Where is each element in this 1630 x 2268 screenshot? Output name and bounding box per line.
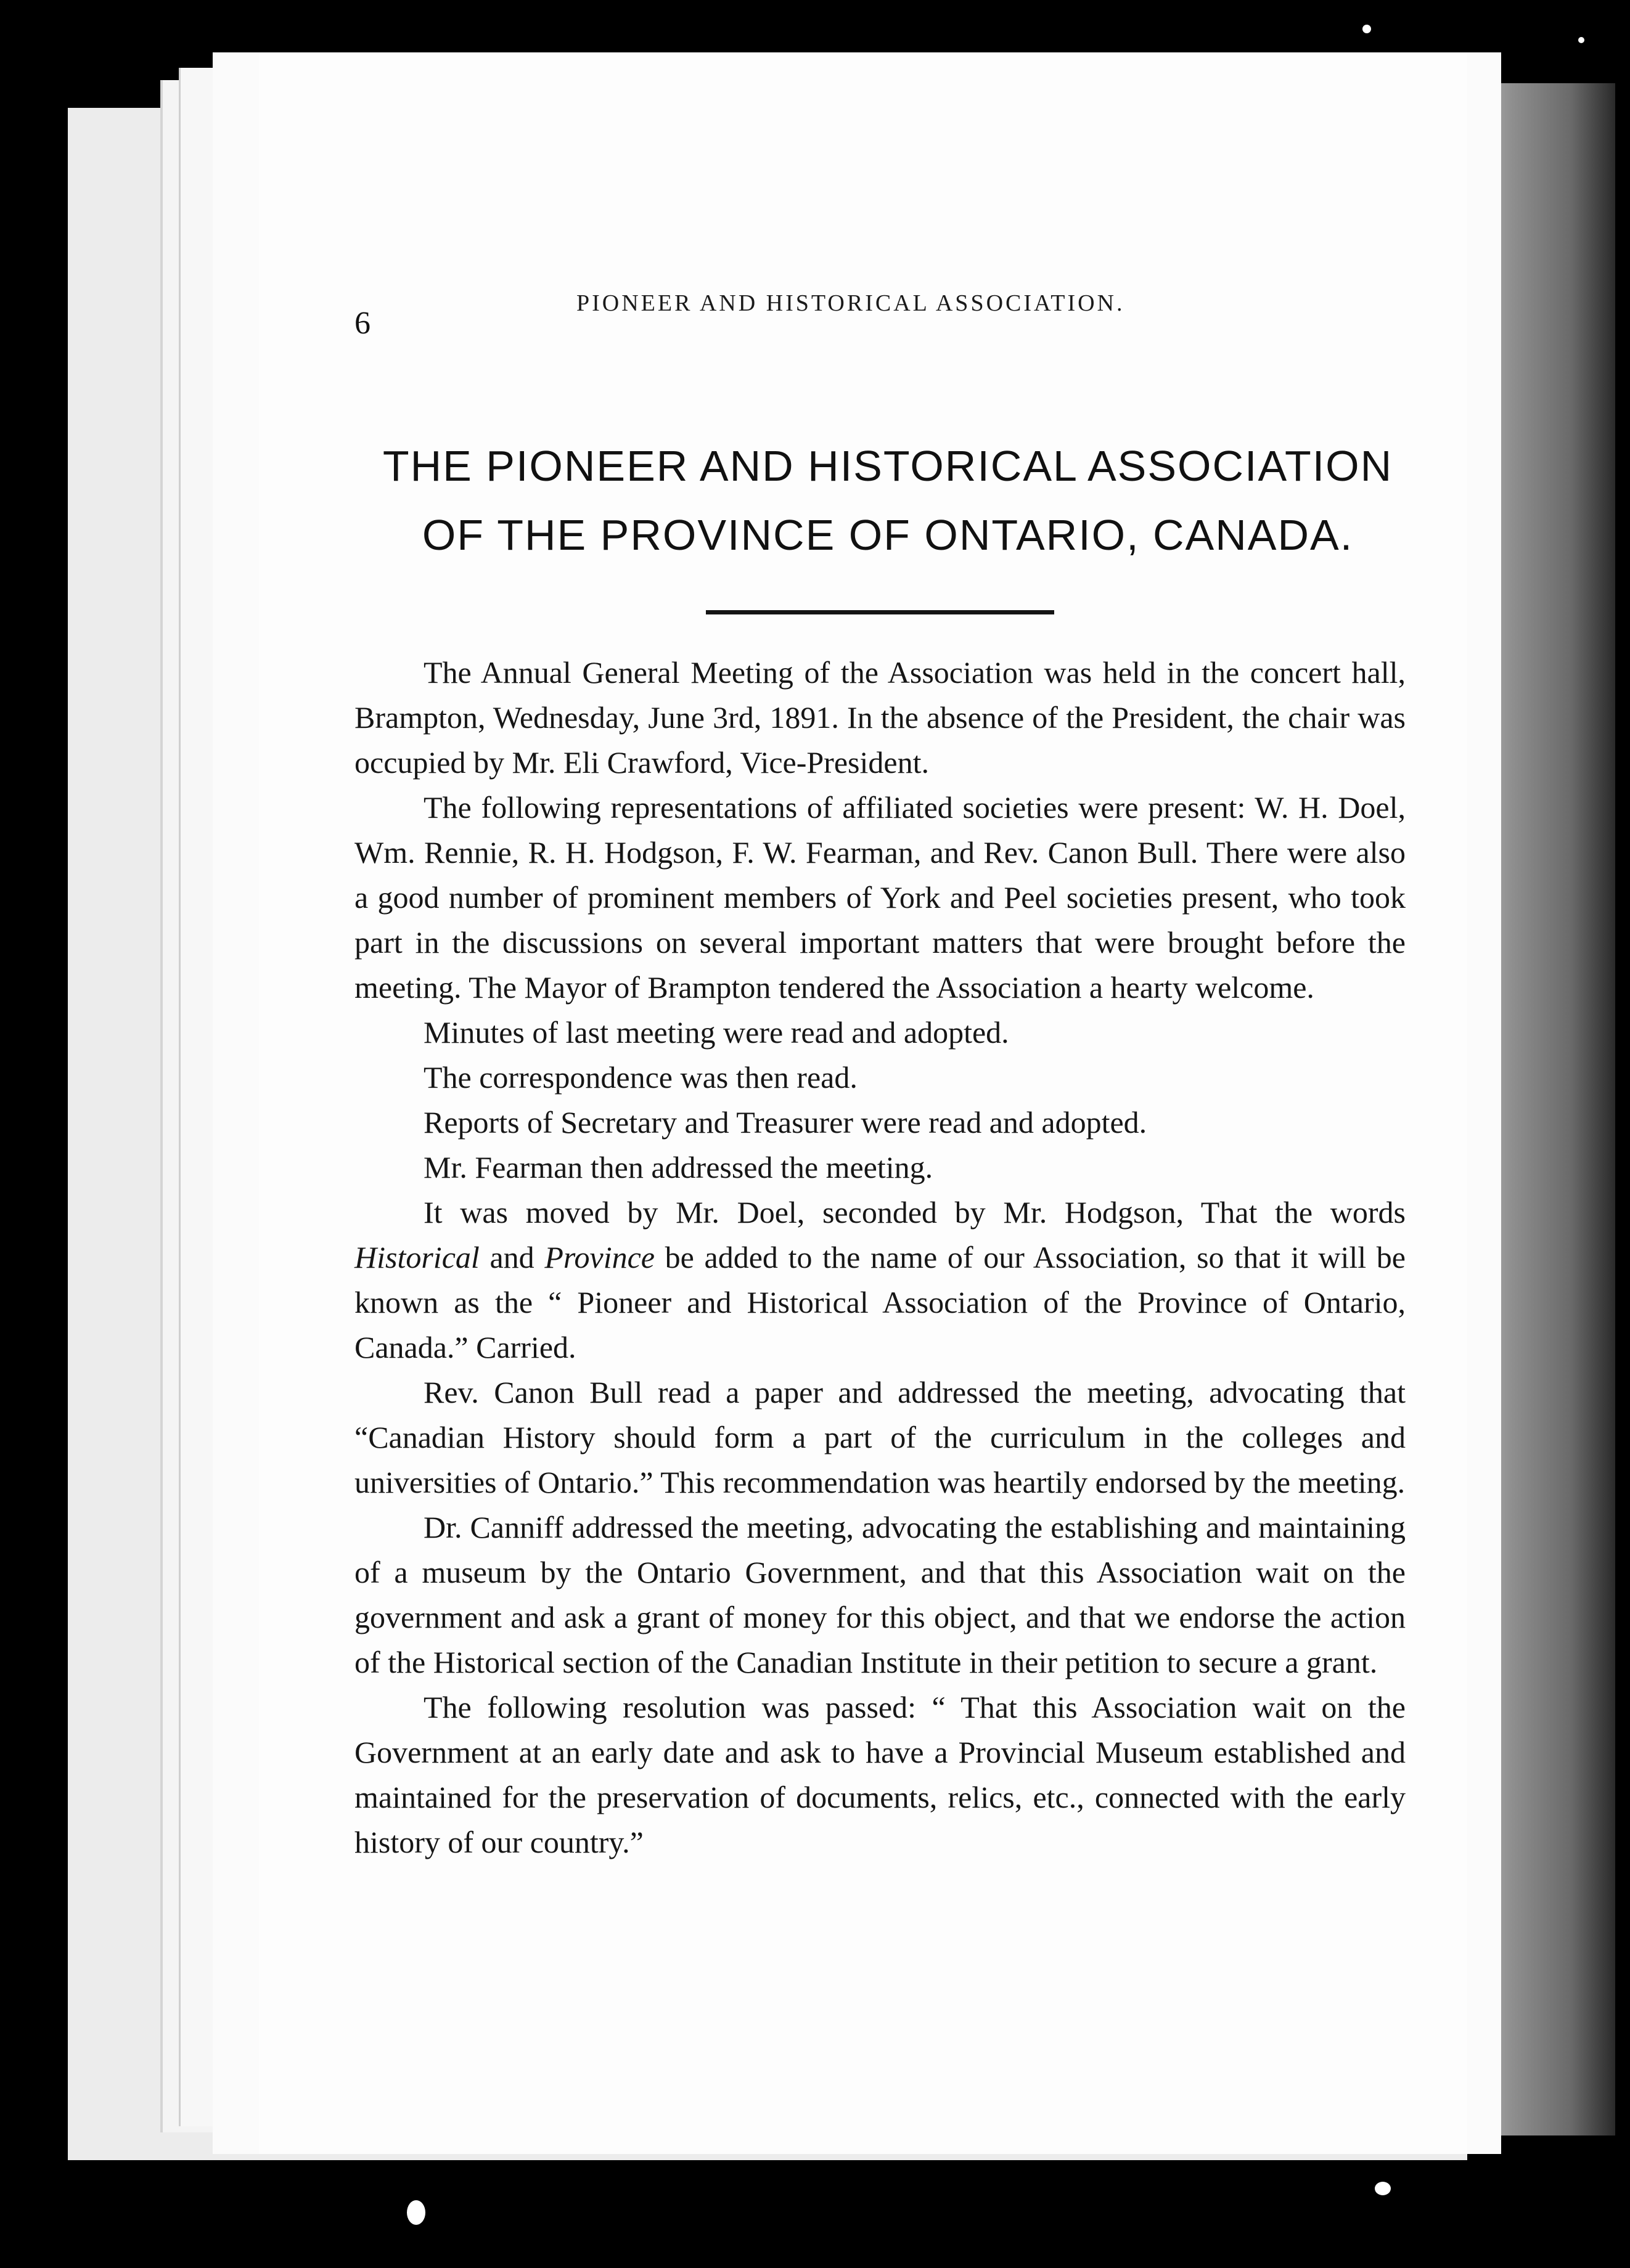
speck <box>1375 2182 1391 2195</box>
paragraph: The Annual General Meeting of the Association was held in the concert hall, Brampton, Wednesday, June 3rd, 1891. In the absence of the President, the chair was occupied by Mr. Eli Crawford, Vice-President. <box>354 655 1406 780</box>
paragraph <box>354 1190 1406 1370</box>
paragraph: Mr. Fearman then addressed the meeting. <box>424 1150 933 1185</box>
title-line-2: OF THE PROVINCE OF ONTARIO, CANADA. <box>422 511 1354 559</box>
paragraph: Dr. Canniff addressed the meeting, advocating the establishing and maintaining of a museum by the Ontario Government, and that this Association wait on the government and ask a grant of money for this object, and that we endorse the action of the Historical section of the Canadian Institute in their petition to secure a grant. <box>354 1510 1406 1679</box>
page-title <box>345 431 1430 569</box>
running-title: PIONEER AND HISTORICAL ASSOCIATION. <box>576 290 1125 316</box>
paragraph: The correspondence was then read. <box>424 1060 858 1095</box>
page-number: 6 <box>354 306 371 341</box>
speck <box>1362 25 1371 33</box>
italic-term: Historical <box>354 1240 480 1275</box>
paragraph-text: be added to the name of our Association, so that it will be known as the “ Pioneer and Historical Association of the Province of Ontario, Canada.” Carried. <box>354 1240 1406 1364</box>
paragraph: The following resolution was passed: “ That this Association wait on the Government at an early date and ask to have a Provincial Museum established and maintained for the preservation of documents, relics, etc., connected with the early history of our country.” <box>354 1690 1406 1859</box>
title-line-1: THE PIONEER AND HISTORICAL ASSOCIATION <box>382 442 1393 490</box>
paragraph: The following representations of affiliated societies were present: W. H. Doel, Wm. Rennie, R. H. Hodgson, F. W. Fearman, and Rev. Canon Bull. There were also a good number of prominent members of York and Peel societies present, who took part in the discussions on several important matters that were brought before the meeting. The Mayor of Brampton tendered the Association a hearty welcome. <box>354 790 1406 1005</box>
paragraph: Rev. Canon Bull read a paper and addressed the meeting, advocating that “Canadian History should form a part of the curriculum in the colleges and universities of Ontario.” This recommendation was heartily endorsed by the meeting. <box>354 1375 1406 1499</box>
title-rule <box>706 610 1054 614</box>
paragraph-text: and <box>479 1240 545 1275</box>
speck <box>407 2200 425 2225</box>
paragraph-text: It was moved by Mr. Doel, seconded by Mr. Hodgson, That the words <box>424 1195 1406 1230</box>
italic-term: Province <box>544 1240 655 1275</box>
running-head <box>354 280 1464 341</box>
body-text <box>354 650 1406 1865</box>
speck <box>1578 37 1584 43</box>
paragraph: Minutes of last meeting were read and adopted. <box>424 1015 1009 1050</box>
paragraph: Reports of Secretary and Treasurer were read and adopted. <box>424 1105 1147 1140</box>
